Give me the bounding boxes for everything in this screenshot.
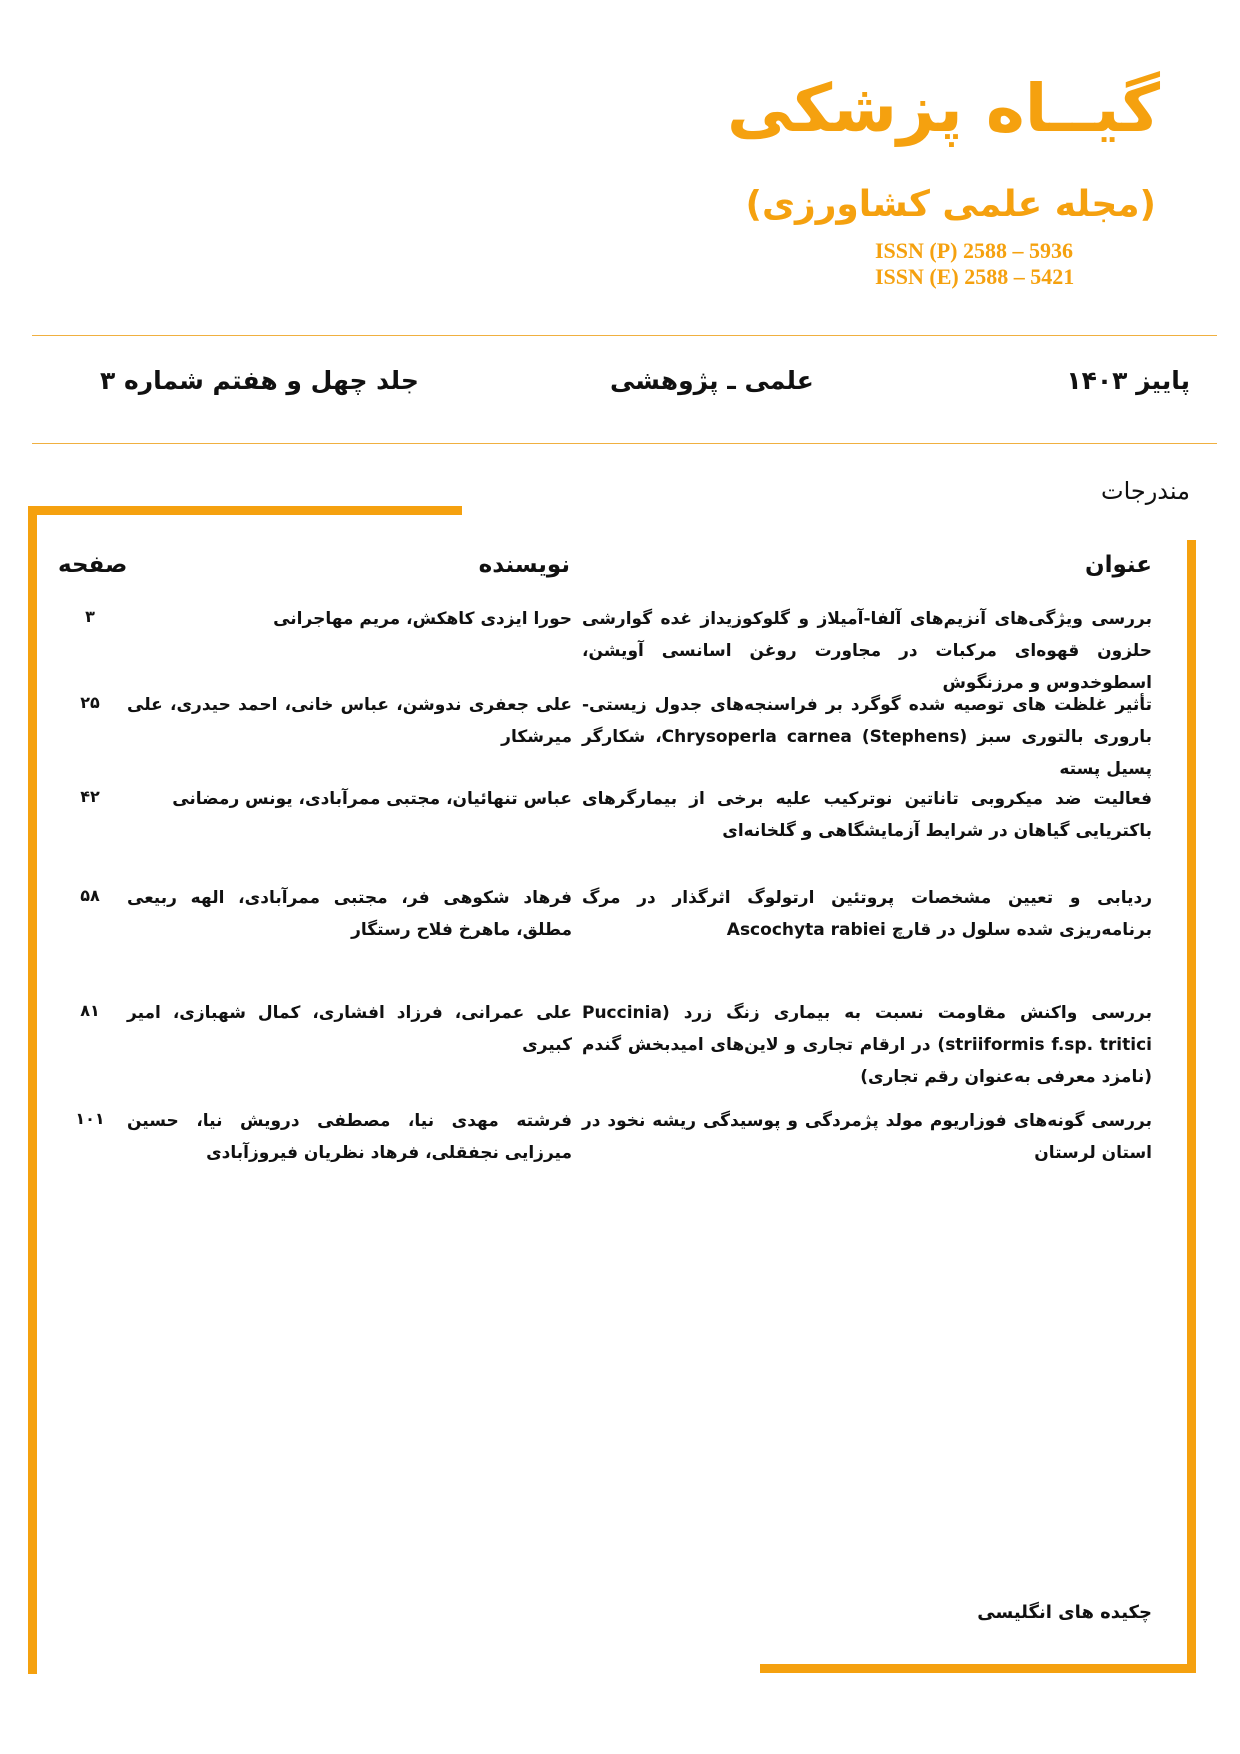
article-title[interactable]: تأثیر غلظت های توصیه شده گوگرد بر فراسنجه‌های جدول زیستی- باروری بالتوری سبز Chrysoperla carnea (Stephens)، شکارگر پسیل پسته bbox=[582, 695, 1152, 779]
article-authors: فرهاد شکوهی فر، مجتبی ممرآبادی، الهه ربیعی مطلق، ماهرخ فلاح رستگار bbox=[127, 888, 572, 940]
article-title[interactable]: بررسی گونه‌های فوزاریوم مولد پژمردگی و پوسیدگی ریشه نخود در استان لرستان bbox=[582, 1111, 1152, 1163]
article-authors: علی عمرانی، فرزاد افشاری، کمال شهبازی، امیر کبیری bbox=[127, 1003, 572, 1055]
issn-print: ISSN (P) 2588 – 5936 bbox=[875, 238, 1074, 263]
article-authors: علی جعفری ندوشن، عباس خانی، احمد حیدری، علی میرشکار bbox=[127, 695, 572, 747]
article-title[interactable]: بررسی واکنش مقاومت نسبت به بیماری زنگ زرد (Puccinia striiformis f.sp. tritici) در ارقام تجاری و لاین‌های امیدبخش گندم (نامزد معرفی به‌عنوان رقم تجاری) bbox=[582, 1003, 1152, 1087]
article-authors: عباس تنهائیان، مجتبی ممرآبادی، یونس رمضانی bbox=[172, 789, 572, 809]
journal-title: گیــاه پزشکی bbox=[726, 70, 1160, 147]
issn-online: ISSN (E) 2588 – 5421 bbox=[875, 264, 1075, 289]
issue-type: علمی ـ پژوهشی bbox=[610, 366, 814, 395]
column-header-page: صفحه bbox=[58, 552, 128, 578]
article-page: ۱۰۱ bbox=[75, 1109, 105, 1128]
column-header-title: عنوان bbox=[1084, 552, 1152, 578]
article-page: ۳ bbox=[85, 607, 95, 626]
article-authors: فرشته مهدی نیا، مصطفی درویش نیا، حسین میرزایی نجفقلی، فرهاد نظریان فیروزآبادی bbox=[127, 1111, 572, 1163]
issue-season-year: پاییز ۱۴۰۳ bbox=[1066, 366, 1190, 395]
article-authors: حورا ایزدی کاهکش، مریم مهاجرانی bbox=[273, 609, 572, 629]
article-page: ۴۲ bbox=[80, 787, 100, 806]
article-title[interactable]: فعالیت ضد میکروبی تاناتین نوترکیب علیه برخی از بیمارگرهای باکتریایی گیاهان در شرایط آزمایشگاهی و گلخانه‌ای bbox=[582, 789, 1152, 841]
article-title[interactable]: بررسی ویژگی‌های آنزیم‌های آلفا-آمیلاز و گلوکوزیداز غده گوارشی حلزون قهوه‌ای مرکبات در مجاورت روغن اسانسی آویشن، اسطوخدوس و مرزنگوش bbox=[582, 609, 1152, 693]
article-page: ۲۵ bbox=[80, 693, 100, 712]
column-header-authors: نویسنده bbox=[478, 552, 570, 578]
issue-volume-number: جلد چهل و هفتم شماره ۳ bbox=[100, 366, 419, 395]
article-title[interactable]: ردیابی و تعیین مشخصات پروتئین ارتولوگ اثرگذار در مرگ برنامه‌ریزی شده سلول در قارچ Ascochyta rabiei bbox=[582, 888, 1152, 940]
article-page: ۸۱ bbox=[80, 1001, 100, 1020]
english-abstracts-link[interactable]: چکیده های انگلیسی bbox=[977, 1602, 1152, 1623]
journal-subtitle: (مجله علمی کشاورزی) bbox=[745, 184, 1156, 225]
toc-heading: مندرجات bbox=[1100, 477, 1190, 505]
article-page: ۵۸ bbox=[80, 886, 100, 905]
